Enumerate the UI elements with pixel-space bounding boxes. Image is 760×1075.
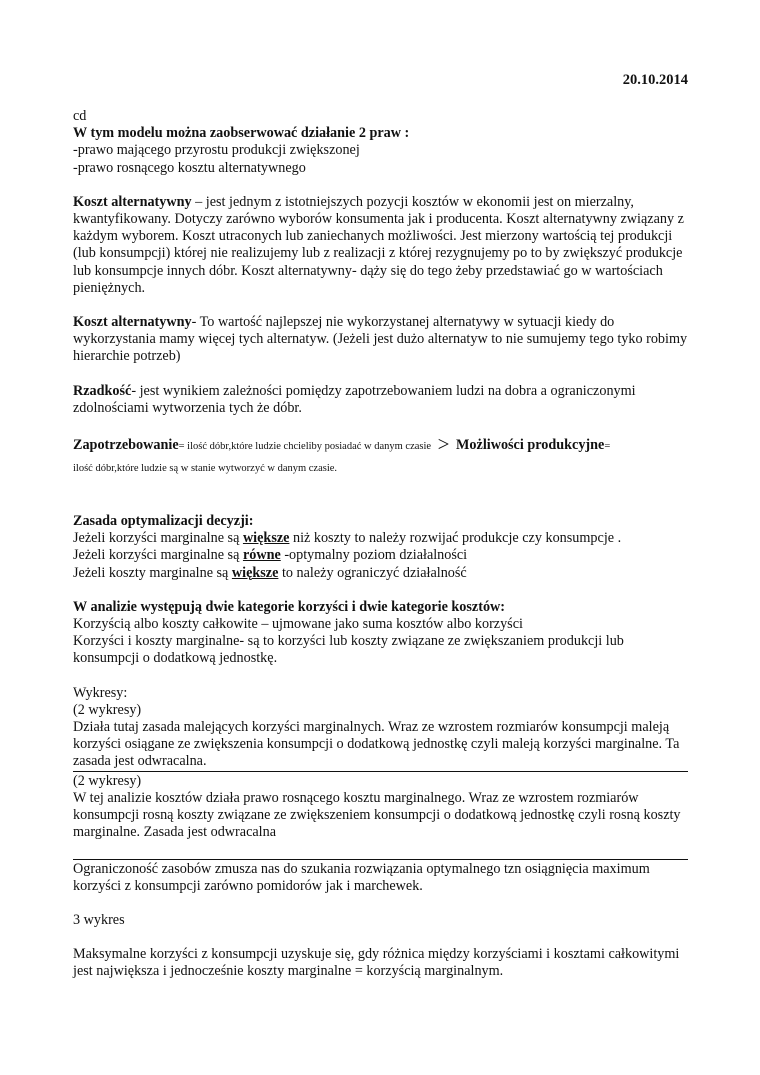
wykresy-sub-1: (2 wykresy) [73, 701, 142, 718]
koszt-alternatywny-paragraph-2: Koszt alternatywny- To wartość najlepszej nie wykorzystanej alternatywy w sytuacji kiedy do wykorzystania mamy więcej tych alternatyw. (Jeżeli jest dużo alternatyw to nie sumujemy tego tyko robimy hierarchie potrzeb) [73, 314, 688, 365]
wykresy-paragraph-2: W tej analizie kosztów działa prawo rosnącego kosztu marginalnego. Wraz ze wzrostem rozmiarów konsumpcji rosną koszty związane ze zwiększeniem konsumpcji o dodatkową jednostkę czyli rosną koszty marginalne. Zasada jest odwracalna [73, 789, 681, 841]
term: Rzadkość [73, 382, 132, 399]
analiza-line-2: Korzyści i koszty marginalne- są to korzyści lub koszty związane ze zwiększaniem produkcji lub konsumpcji o dodatkową jednostkę. [73, 633, 624, 667]
koszt-alternatywny-paragraph-1: Koszt alternatywny – jest jednym z istotniejszych pozycji kosztów w ekonomii jest on mierzalny, kwantyfikowany. Dotyczy zarówno wyborów konsumenta jak i producenta. Koszt alternatywny związany z każdym wyborem. Koszt utraconych lub zaniechanych możliwości. Jest mierzony wartością tej produkcji (lub konsumpcji) której nie realizujemy lub z realizacji z której rezygnujemy po to by zwiększyć produkcje lub konsumpcje innych dóbr. Koszt alternatywny- dąży się do tego żeby przedstawiać go w wartościach pieniężnych. [73, 193, 684, 296]
wykres-3-label: 3 wykres [73, 911, 125, 928]
analiza-heading: W analizie występują dwie kategorie korzyści i dwie kategorie kosztów: [73, 598, 506, 615]
law-1: -prawo mającego przyrostu produkcji zwiększonej [73, 142, 360, 159]
document-body [73, 108, 688, 981]
divider [73, 771, 688, 772]
maksymalne-paragraph: Maksymalne korzyści z konsumpcji uzyskuje się, gdy różnica między korzyściami i kosztami całkowitymi jest największa i jednocześnie koszty marginalne = korzyścią marginalnym. [73, 946, 680, 980]
analiza-line-1: Korzyścią albo koszty całkowite – ujmowane jako suma kosztów albo korzyści [73, 616, 523, 633]
intro-heading: W tym modelu można zaobserwować działanie 2 praw : [73, 125, 410, 142]
rzadkosc-paragraph: Rzadkość- jest wynikiem zależności pomiędzy zapotrzebowaniem ludzi na dobra a ograniczonymi zdolnościami wytworzenia tych że dóbr. [73, 382, 636, 416]
zapotrzebowanie-paragraph: Zapotrzebowanie= ilość dóbr,które ludzie chcieliby posiadać w danym czasie > Możliwości produkcyjne= ilość dóbr,które ludzie są w stanie wytworzyć w danym czasie. [73, 432, 611, 475]
ograniczonosc-paragraph: Ograniczoność zasobów zmusza nas do szukania rozwiązania optymalnego tzn osiągnięcia maximum korzyści z konsumpcji zarówno pomidorów jak i marchewek. [73, 860, 650, 894]
zasada-heading: Zasada optymalizacji decyzji: [73, 513, 254, 530]
term: Koszt alternatywny [73, 314, 192, 331]
zasada-line-3: Jeżeli koszty marginalne są większe to należy ograniczyć działalność [73, 564, 467, 581]
wykresy-paragraph-1: Działa tutaj zasada malejących korzyści marginalnych. Wraz ze wzrostem rozmiarów konsumpcji maleją korzyści osiągane ze zwiększenia konsumpcji o dodatkową jednostkę czyli maleją korzyści marginalne. Ta zasada jest odwracalna. [73, 719, 680, 770]
wykresy-title: Wykresy: [73, 684, 128, 701]
law-2: -prawo rosnącego kosztu alternatywnego [73, 159, 306, 176]
zasada-line-1: Jeżeli korzyści marginalne są większe niż koszty to należy rozwijać produkcje czy konsumpcje . [73, 530, 622, 547]
cd-text: cd [73, 108, 87, 124]
document-date: 20.10.2014 [622, 72, 688, 88]
zasada-line-2: Jeżeli korzyści marginalne są równe -optymalny poziom działalności [73, 547, 468, 564]
divider [73, 859, 688, 860]
term: Koszt alternatywny [73, 193, 192, 210]
wykresy-sub-2: (2 wykresy) [73, 772, 142, 789]
